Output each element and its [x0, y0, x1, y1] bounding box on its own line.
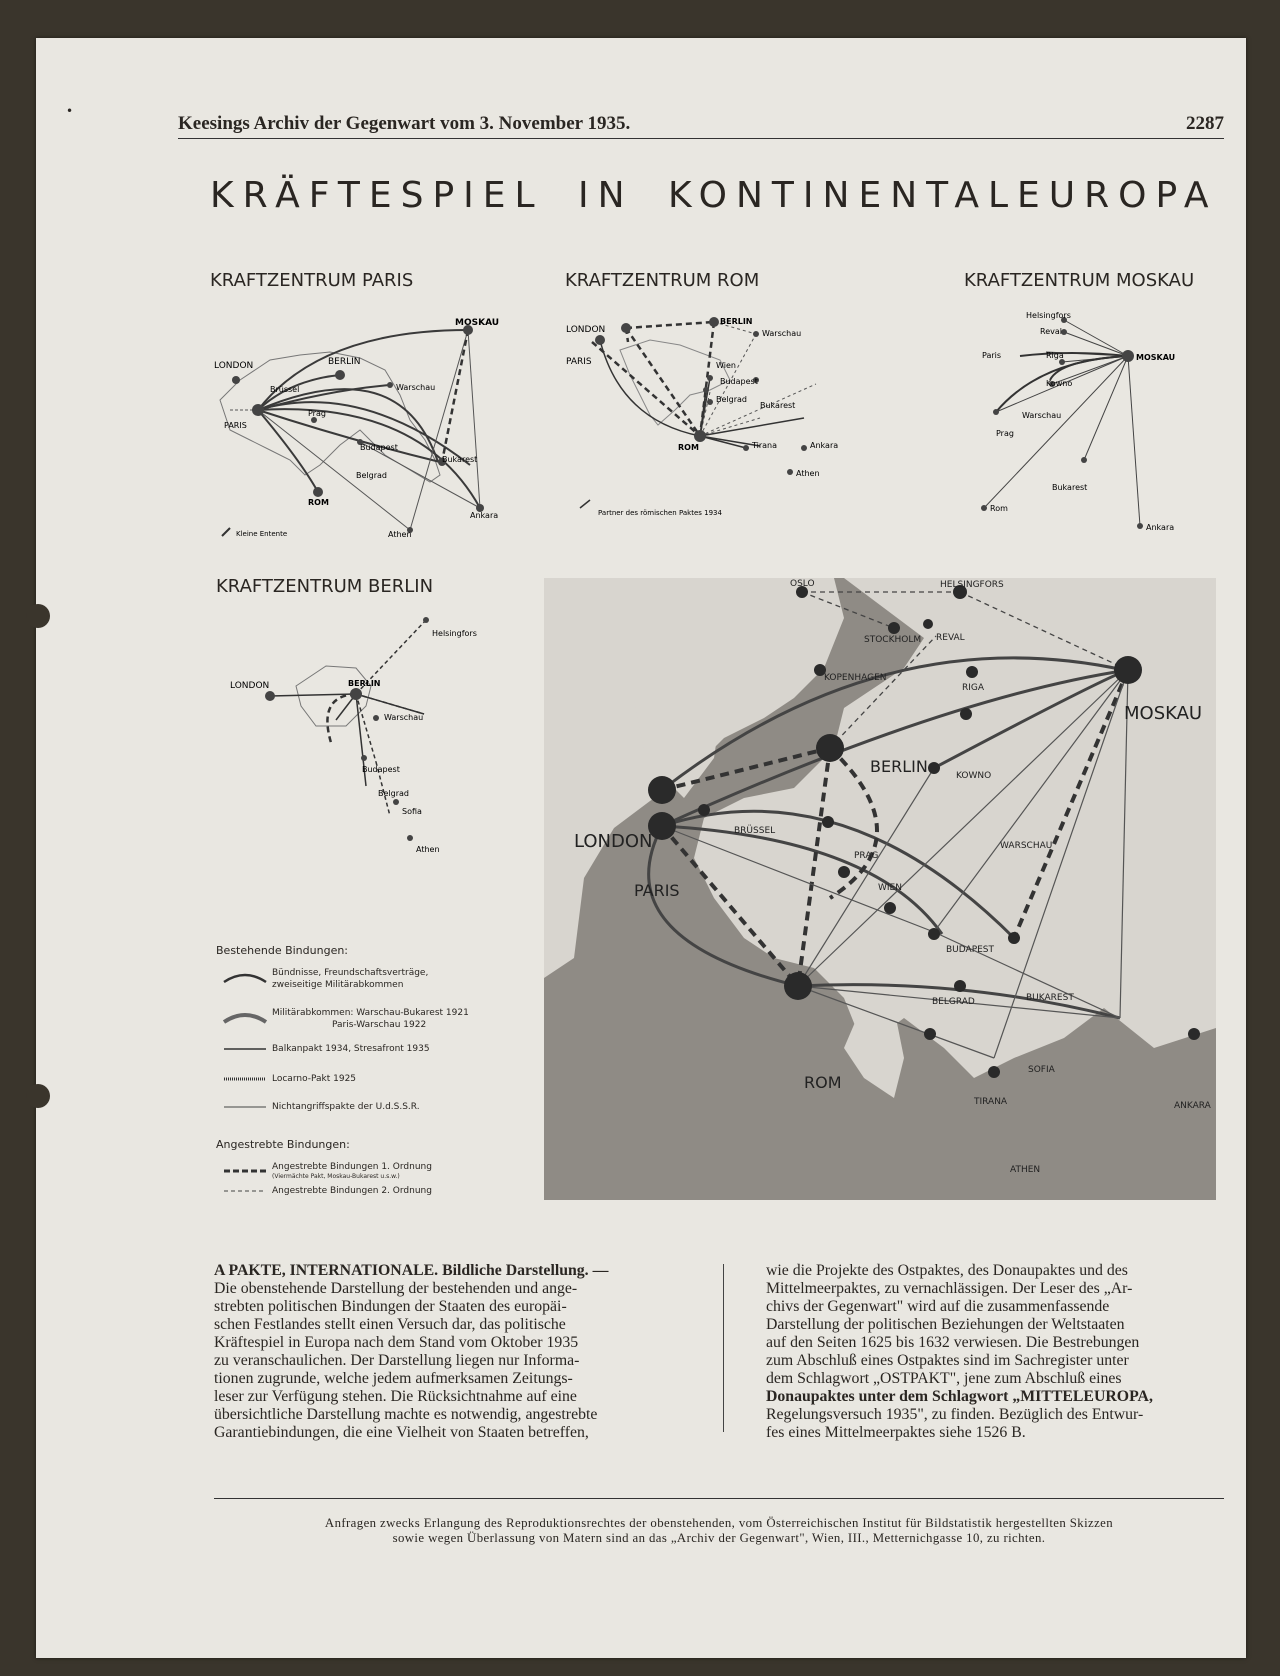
berlin-label: Helsingfors	[432, 629, 477, 638]
mark: •	[66, 104, 74, 118]
legend-swatch	[222, 968, 268, 984]
moskau-node	[1122, 350, 1134, 362]
rom-node-big	[784, 972, 812, 1000]
article-line: Kräftespiel in Europa nach dem Stand vom Oktober 1935	[214, 1334, 579, 1351]
legend-existing-heading: Bestehende Bindungen:	[216, 944, 349, 957]
article-line: Darstellung der politischen Beziehungen der Weltstaaten	[766, 1316, 1125, 1333]
moskau-label: Reval	[1040, 327, 1062, 336]
rom-label: Wien	[716, 361, 736, 370]
moskau-label: Ankara	[1146, 523, 1175, 532]
paris-label: LONDON	[214, 361, 254, 371]
paris-label: Bukarest	[442, 455, 478, 464]
paris-label: Ankara	[470, 511, 499, 520]
paris-label: Athen	[388, 530, 412, 539]
legend-item: zweiseitige Militärabkommen	[272, 980, 404, 990]
article-line: Garantiebindungen, die eine Vielheit von Staaten betreffen,	[214, 1424, 589, 1441]
map-city-label: PRAG	[854, 851, 879, 861]
rom-label: Athen	[796, 469, 820, 478]
article-line: Regelungsversuch 1935", zu finden. Bezüglich des Entwur-	[766, 1406, 1144, 1423]
column-divider	[723, 1264, 724, 1432]
map-city-label: ROM	[804, 1073, 842, 1092]
legend-swatch	[222, 1102, 268, 1112]
article-left-column	[214, 1262, 706, 1442]
legend-swatch	[222, 1166, 268, 1176]
article-line: übersichtliche Darstellung machte es notwendig, angestrebte	[214, 1406, 598, 1423]
article-line: dem Schlagwort „OSTPAKT", jene zum Abschluß eines	[766, 1370, 1122, 1387]
panel-paris-title: KRAFTZENTRUM PARIS	[210, 270, 414, 291]
article-line: wie die Projekte des Ostpaktes, des Donaupaktes und des	[766, 1262, 1128, 1279]
berlin-label: BERLIN	[348, 679, 381, 688]
legend-planned-heading: Angestrebte Bindungen:	[216, 1138, 350, 1151]
footer-line: sowie wegen Überlassung von Matern sind an das „Archiv der Gegenwart", Wien, III., Metternichgasse 10, zu richten.	[392, 1531, 1046, 1545]
page-number: 2287	[1186, 113, 1224, 134]
berlin-label: Budapest	[362, 765, 400, 774]
berlin-label: Athen	[416, 845, 440, 854]
paris-label: MOSKAU	[455, 318, 500, 328]
page-header	[178, 112, 1224, 139]
moskau-label: Helsingfors	[1026, 311, 1071, 320]
rom-node	[621, 323, 631, 333]
map-city-label: ATHEN	[1010, 1165, 1041, 1175]
moskau-label: Warschau	[1022, 411, 1062, 420]
moskau-node-big	[1114, 656, 1142, 684]
paris-label: Brüssel	[270, 385, 300, 394]
paris-label: Warschau	[396, 383, 436, 392]
map-city-label: BELGRAD	[932, 997, 975, 1007]
rom-label: PARIS	[566, 357, 592, 367]
rom-label: BERLIN	[720, 317, 753, 326]
legend-item: Bündnisse, Freundschaftsverträge,	[272, 968, 429, 978]
moskau-label: Bukarest	[1052, 483, 1088, 492]
europe-map	[544, 578, 1216, 1200]
panel-rom-map	[560, 300, 900, 530]
moskau-label: Prag	[996, 429, 1014, 438]
rom-label: Belgrad	[716, 395, 747, 404]
article-line: strebten politischen Bindungen der Staaten des europäi-	[214, 1298, 567, 1315]
paris-node	[252, 404, 264, 416]
berlin-label: Warschau	[384, 713, 424, 722]
article-line: zu veranschaulichen. Der Darstellung liegen nur Informa-	[214, 1352, 580, 1369]
paris-label: PARIS	[224, 421, 247, 430]
rom-label: ROM	[678, 443, 699, 452]
panel-berlin-title: KRAFTZENTRUM BERLIN	[216, 576, 434, 597]
map-city-label: REVAL	[936, 633, 965, 643]
panel-paris-map	[210, 300, 520, 550]
footer-note	[214, 1516, 1224, 1546]
moskau-label: Kowno	[1046, 379, 1073, 388]
legend-item: Paris-Warschau 1922	[332, 1020, 427, 1030]
berlin-label: Sofia	[402, 807, 422, 816]
header-source: Keesings Archiv der Gegenwart vom 3. November 1935.	[178, 113, 631, 134]
map-city-label: MOSKAU	[1124, 703, 1203, 724]
paris-note: Kleine Entente	[236, 530, 288, 538]
paris-label: Budapest	[360, 443, 398, 452]
map-city-label: LONDON	[574, 831, 653, 852]
rom-label: Tirana	[752, 441, 778, 450]
article-line: schen Festlandes stellt einen Versuch dar, das politische	[214, 1316, 566, 1333]
map-city-label: SOFIA	[1028, 1065, 1055, 1075]
map-city-label: RIGA	[962, 683, 985, 693]
paris-label: Prag	[308, 409, 326, 418]
panel-moskau-title: KRAFTZENTRUM MOSKAU	[964, 270, 1195, 291]
map-city-label: BUKAREST	[1026, 993, 1074, 1003]
map-city-label: BERLIN	[870, 757, 928, 776]
article-line: zum Abschluß eines Ostpaktes sind im Sachregister unter	[766, 1352, 1129, 1369]
berlin-label: Belgrad	[378, 789, 409, 798]
map-city-label: WARSCHAU	[1000, 841, 1053, 851]
map-city-label: HELSINGFORS	[940, 580, 1004, 590]
rom-label: Budapest	[720, 377, 758, 386]
london-node-big	[648, 776, 676, 804]
moskau-label: Riga	[1046, 351, 1064, 360]
article-line: chivs der Gegenwart" wird auf die zusammenfassende	[766, 1298, 1110, 1315]
article-line: Donaupaktes unter dem Schlagwort „MITTELEUROPA,	[766, 1388, 1153, 1405]
legend-swatch	[222, 1044, 268, 1054]
panel-rom-title: KRAFTZENTRUM ROM	[565, 270, 760, 291]
map-city-label: WIEN	[878, 883, 902, 893]
berlin-label: LONDON	[230, 681, 270, 691]
map-city-label: BRÜSSEL	[734, 826, 776, 836]
article-line: Mittelmeerpaktes, zu vernachlässigen. Der Leser des „Ar-	[766, 1280, 1133, 1297]
legend-item: Nichtangriffspakte der U.d.S.S.R.	[272, 1102, 420, 1112]
rom-label: Ankara	[810, 441, 839, 450]
legend-item: Angestrebte Bindungen 2. Ordnung	[272, 1186, 432, 1196]
rom-label: Warschau	[762, 329, 802, 338]
footer-rule	[214, 1498, 1224, 1499]
rom-note: Partner des römischen Paktes 1934	[598, 509, 722, 517]
rom-outline	[620, 340, 730, 425]
map-city-label: KOPENHAGEN	[824, 673, 887, 683]
paris-label: ROM	[308, 498, 329, 507]
legend-item: Angestrebte Bindungen 1. Ordnung	[272, 1162, 432, 1172]
page-title: KRÄFTESPIEL IN KONTINENTALEUROPA	[210, 175, 1218, 216]
legend-item: Balkanpakt 1934, Stresafront 1935	[272, 1044, 430, 1054]
berlin-node-big	[816, 734, 844, 762]
paris-label: Belgrad	[356, 471, 387, 480]
legend-swatch	[222, 1008, 268, 1024]
map-city-label: PARIS	[634, 881, 680, 900]
article-line: auf den Seiten 1625 bis 1632 verwiesen. Die Bestrebungen	[766, 1334, 1140, 1351]
footer-line: Anfragen zwecks Erlangung des Reproduktionsrechtes der obenstehenden, vom Österreichischen Institut für Bildstatistik hergestellten Skizzen	[324, 1516, 1114, 1530]
map-city-label: TIRANA	[974, 1097, 1008, 1107]
punch-hole	[26, 604, 50, 628]
map-city-label: STOCKHOLM	[864, 635, 922, 645]
article-line: Die obenstehende Darstellung der bestehenden und ange-	[214, 1280, 578, 1297]
map-city-label: BUDAPEST	[946, 945, 995, 955]
berlin-node	[350, 688, 362, 700]
paris-outline	[220, 352, 440, 482]
article-line: leser zur Verfügung stehen. Die Rücksichtnahme auf eine	[214, 1388, 577, 1405]
legend-swatch	[222, 1074, 268, 1084]
article-line: tionen zugrunde, welche jedem aufmerksamen Zeitungs-	[214, 1370, 573, 1387]
moskau-label: MOSKAU	[1136, 353, 1176, 362]
moskau-label: Paris	[982, 351, 1002, 360]
article-right-column	[766, 1262, 1226, 1442]
map-city-label: OSLO	[790, 579, 815, 589]
map-city-label: ANKARA	[1174, 1101, 1211, 1111]
article-line: A PAKTE, INTERNATIONALE. Bildliche Darstellung. —	[214, 1262, 609, 1279]
article-line: fes eines Mittelmeerpaktes siehe 1526 B.	[766, 1424, 1026, 1441]
rom-label: LONDON	[566, 325, 606, 335]
panel-moskau-map	[960, 300, 1210, 540]
rom-label: Bukarest	[760, 401, 796, 410]
moskau-label: Rom	[990, 504, 1008, 513]
punch-hole	[26, 1084, 50, 1108]
panel-berlin-map	[226, 606, 496, 856]
legend-item: (Viermächte Pakt, Moskau-Bukarest u.s.w.)	[272, 1173, 400, 1180]
legend-item: Locarno-Pakt 1925	[272, 1074, 357, 1084]
legend-swatch	[222, 1186, 268, 1196]
map-city-label: KOWNO	[956, 771, 992, 781]
paris-label: BERLIN	[328, 357, 361, 367]
legend-item: Militärabkommen: Warschau-Bukarest 1921	[272, 1008, 469, 1018]
